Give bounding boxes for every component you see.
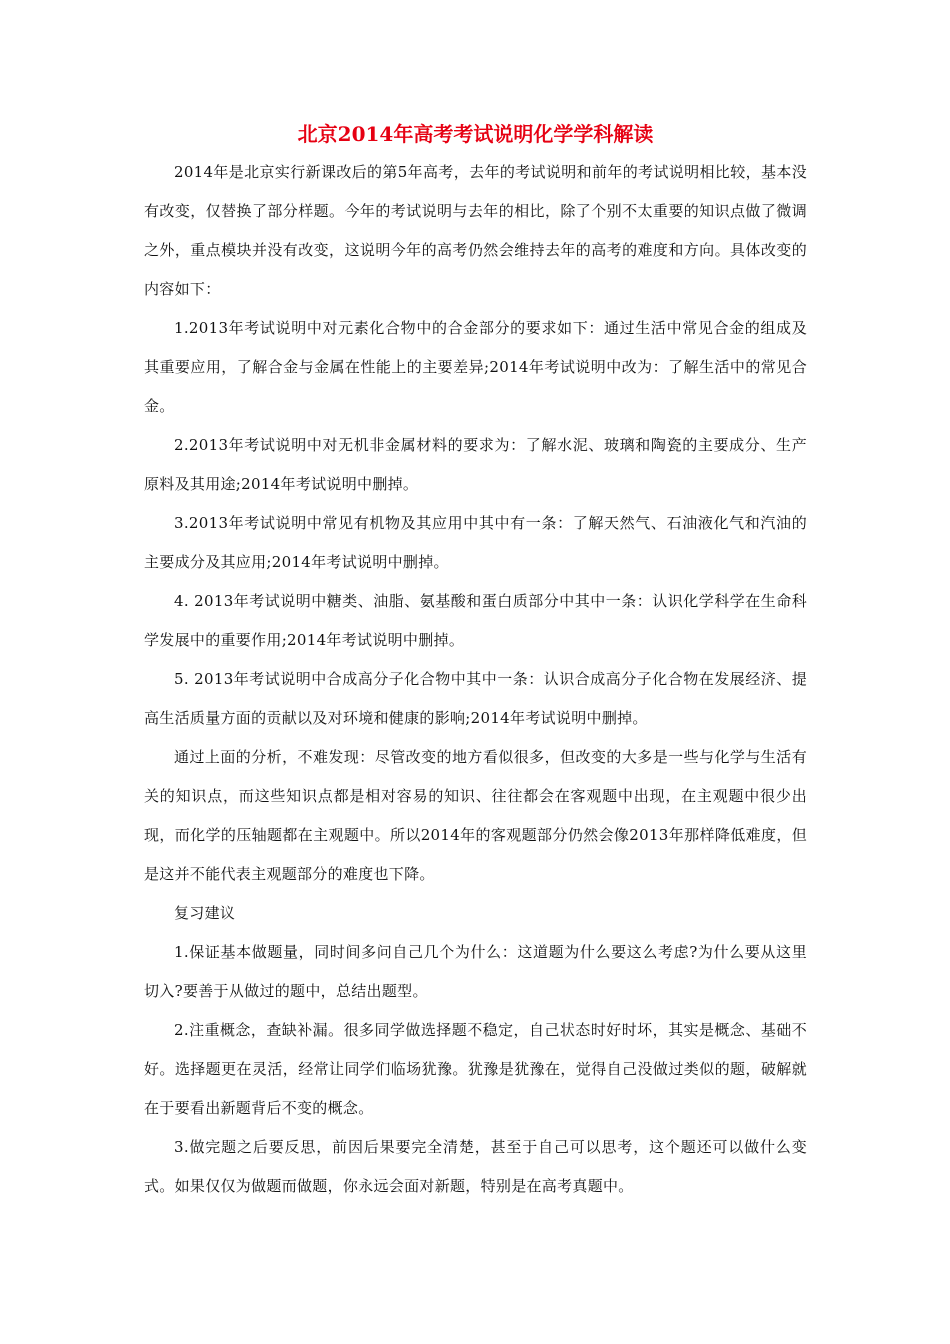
change-item-3: 3.2013年考试说明中常见有机物及其应用中其中有一条：了解天然气、石油液化气和汽油的主要成分及其应用;2014年考试说明中删掉。 [144,514,807,571]
change-item-2: 2.2013年考试说明中对无机非金属材料的要求为：了解水泥、玻璃和陶瓷的主要成分、生产原料及其用途;2014年考试说明中删掉。 [144,436,807,493]
change-item-1: 1.2013年考试说明中对元素化合物中的合金部分的要求如下：通过生活中常见合金的组成及其重要应用，了解合金与金属在性能上的主要差异;2014年考试说明中改为：了解生活中的常见合金。 [144,319,807,415]
change-item-4: 4. 2013年考试说明中糖类、油脂、氨基酸和蛋白质部分中其中一条：认识化学科学在生命科学发展中的重要作用;2014年考试说明中删掉。 [144,592,807,649]
advice-item-3: 3.做完题之后要反思，前因后果要完全清楚，甚至于自己可以思考，这个题还可以做什么变式。如果仅仅为做题而做题，你永远会面对新题，特别是在高考真题中。 [144,1138,807,1195]
review-advice-heading: 复习建议 [174,904,236,922]
advice-item-2: 2.注重概念，查缺补漏。很多同学做选择题不稳定，自己状态时好时坏，其实是概念、基础不好。选择题更在灵活，经常让同学们临场犹豫。犹豫是犹豫在，觉得自己没做过类似的题，破解就在于要看出新题背后不变的概念。 [144,1021,807,1117]
intro-paragraph: 2014年是北京实行新课改后的第5年高考，去年的考试说明和前年的考试说明相比较，基本没有改变，仅替换了部分样题。今年的考试说明与去年的相比，除了个别不太重要的知识点做了微调之外，重点模块并没有改变，这说明今年的高考仍然会维持去年的高考的难度和方向。具体改变的内容如下： [144,163,807,298]
change-item-5: 5. 2013年考试说明中合成高分子化合物中其中一条：认识合成高分子化合物在发展经济、提高生活质量方面的贡献以及对环境和健康的影响;2014年考试说明中删掉。 [144,670,807,727]
document-title: 北京2014年高考考试说明化学学科解读 [297,122,654,146]
document-body [144,119,807,1206]
analysis-paragraph: 通过上面的分析，不难发现：尽管改变的地方看似很多，但改变的大多是一些与化学与生活有关的知识点，而这些知识点都是相对容易的知识、往往都会在客观题中出现，在主观题中很少出现，而化学的压轴题都在主观题中。所以2014年的客观题部分仍然会像2013年那样降低难度，但是这并不能代表主观题部分的难度也下降。 [144,748,807,883]
advice-item-1: 1.保证基本做题量，同时间多问自己几个为什么：这道题为什么要这么考虑?为什么要从这里切入?要善于从做过的题中，总结出题型。 [144,943,807,1000]
